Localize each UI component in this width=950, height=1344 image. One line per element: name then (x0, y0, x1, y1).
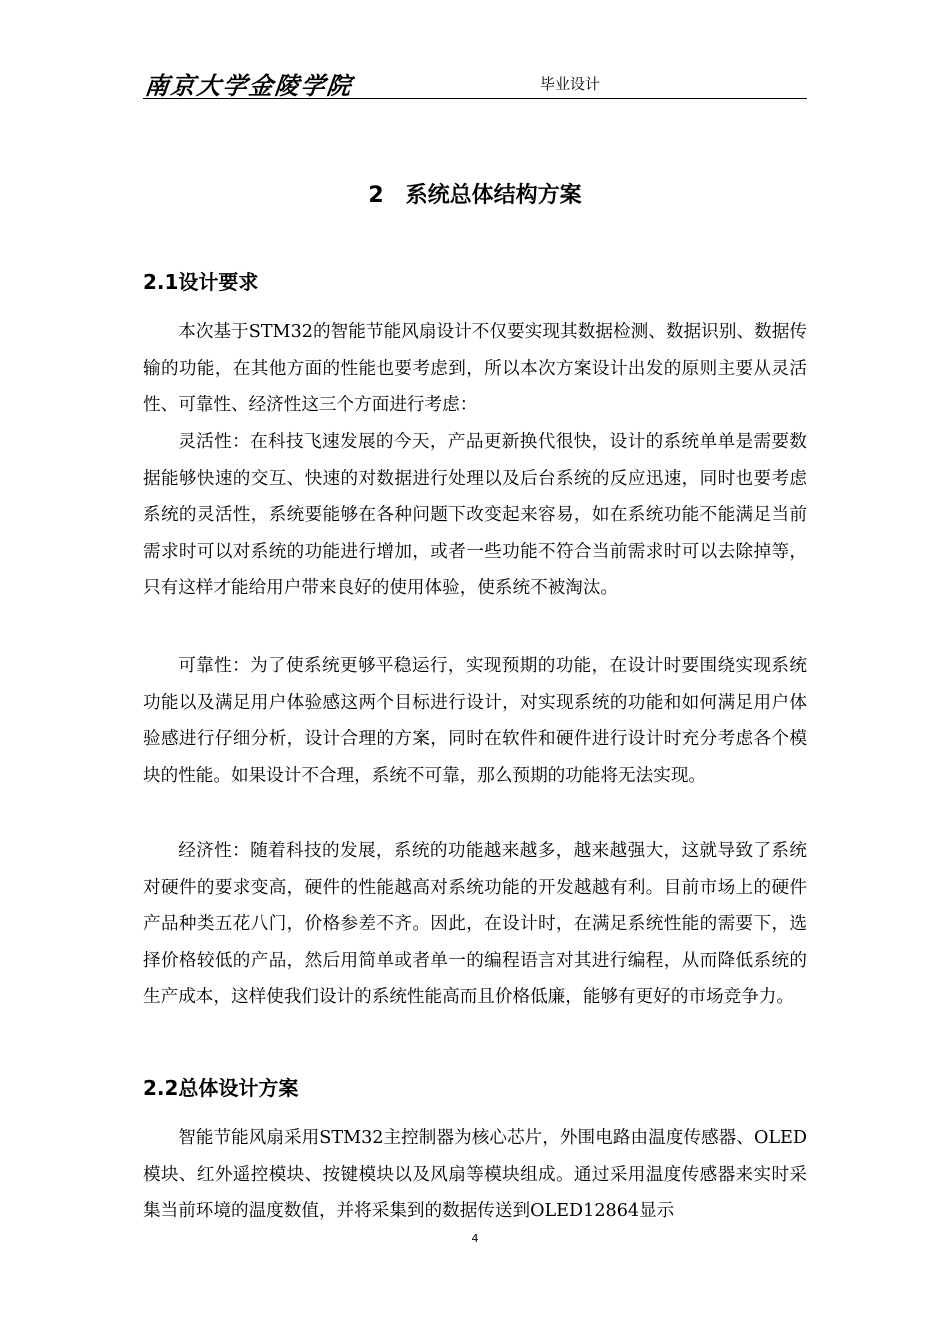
paragraph-flexibility: 灵活性：在科技飞速发展的今天，产品更新换代很快，设计的系统单单是需要数据能够快速的交互、快速的对数据进行处理以及后台系统的反应迅速，同时也要考虑系统的灵活性，系统要能够在各种问题下改变起来容易，如在系统功能不能满足当前需求时可以对系统的功能进行增加，或者一些功能不符合当前需求时可以去除掉等，只有这样才能给用户带来良好的使用体验，使系统不被淘汰。 (143, 432, 807, 598)
paragraph-intro: 本次基于STM32的智能节能风扇设计不仅要实现其数据检测、数据识别、数据传输的功能，在其他方面的性能也要考虑到，所以本次方案设计出发的原则主要从灵活性、可靠性、经济性这三个方面进行考虑： (143, 322, 807, 415)
header-document-type: 毕业设计 (540, 75, 601, 93)
paragraph-overall-design: 智能节能风扇采用STM32主控制器为核心芯片，外围电路由温度传感器、OLED模块、红外遥控模块、按键模块以及风扇等模块组成。通过采用温度传感器来实时采集当前环境的温度数值，并将采集到的数据传送到OLED12864显示 (143, 1128, 807, 1221)
paragraph-reliability: 可靠性：为了使系统更够平稳运行，实现预期的功能，在设计时要围绕实现系统功能以及满足用户体验感这两个目标进行设计，对实现系统的功能和如何满足用户体验感进行仔细分析，设计合理的方案，同时在软件和硬件进行设计时充分考虑各个模块的性能。如果设计不合理，系统不可靠，那么预期的功能将无法实现。 (143, 656, 807, 786)
paragraph-economy: 经济性：随着科技的发展，系统的功能越来越多，越来越强大，这就导致了系统对硬件的要求变高，硬件的性能越高对系统功能的开发越越有利。目前市场上的硬件产品种类五花八门，价格参差不齐。因此，在设计时，在满足系统性能的需要下，选择价格较低的产品，然后用简单或者单一的编程语言对其进行编程，从而降低系统的生产成本，这样使我们设计的系统性能高而且价格低廉，能够有更好的市场竞争力。 (143, 841, 807, 1007)
chapter-title (0, 178, 950, 209)
section-heading-2-2: 2.2总体设计方案 (143, 1076, 299, 1100)
university-logo-text: 南京大学金陵学院 (143, 71, 355, 100)
page-number: 4 (471, 1232, 479, 1245)
page-header (143, 62, 807, 99)
chapter-number: 2 (368, 183, 384, 208)
section-heading-2-1: 2.1设计要求 (143, 270, 259, 294)
chapter-title-text: 系统总体结构方案 (405, 183, 582, 208)
